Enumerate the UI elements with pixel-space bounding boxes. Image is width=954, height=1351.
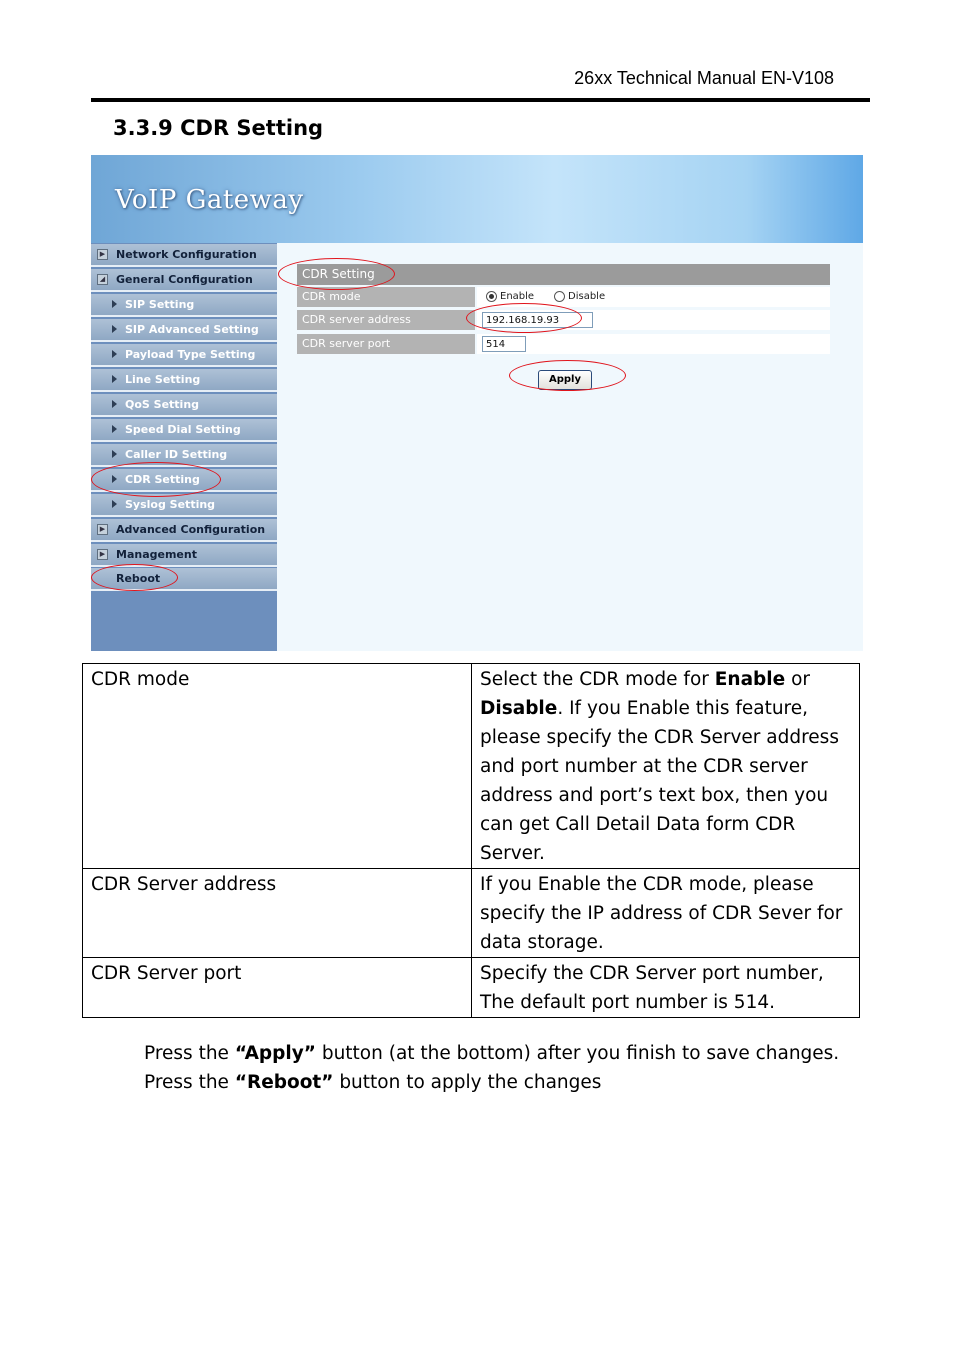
highlight-apply [509,360,626,391]
nav-advanced-configuration[interactable] [91,519,277,542]
highlight-address [466,303,582,333]
field-description-cell: Specify the CDR Server port number, The default port number is 514. [472,958,860,1018]
running-header: 26xx Technical Manual EN-V108 [574,68,834,88]
nav-label: Speed Dial Setting [125,423,241,436]
nav-label: Payload Type Setting [125,348,256,361]
desc-bold: Enable [714,669,786,690]
note-bold: “Reboot” [234,1072,334,1093]
arrow-icon [112,450,117,458]
nav-qos-setting[interactable] [91,394,277,417]
nav-label: QoS Setting [125,398,200,411]
nav-syslog-setting[interactable] [91,494,277,517]
note-text: Press the [144,1043,235,1064]
field-name-cell: CDR Server address [83,869,472,958]
field-description-cell: If you Enable the CDR mode, please specify the IP address of CDR Sever for data storage. [472,869,860,958]
desc-text: Select the CDR mode for [480,669,715,690]
nav-speed-dial-setting[interactable] [91,419,277,442]
desc-text: or [785,669,811,690]
field-name-cell: CDR mode [83,664,472,869]
section-title: 3.3.9 CDR Setting [113,116,324,140]
radio-enable[interactable] [486,291,497,302]
gateway-screenshot [91,155,863,651]
nav-line-setting[interactable] [91,369,277,392]
nav-sip-setting[interactable] [91,294,277,317]
banner-title: VoIP Gateway [115,185,304,215]
arrow-icon [112,350,117,358]
cdr-server-address-label: CDR server address [297,310,475,330]
nav-label: Line Setting [125,373,201,386]
nav-label: Syslog Setting [125,498,216,511]
nav-general-configuration[interactable] [91,269,277,292]
arrow-icon [112,500,117,508]
nav-label: SIP Advanced Setting [125,323,259,336]
highlight-nav-cdr [91,462,221,497]
nav-network-configuration[interactable] [91,244,277,267]
desc-bold: Disable [480,698,558,719]
apply-button[interactable]: Apply [538,370,592,390]
nav-label: Network Configuration [116,248,257,261]
cdr-server-port-label: CDR server port [297,334,475,354]
note-reboot [144,1072,601,1093]
note-text: Press the [144,1072,235,1093]
highlight-nav-reboot [91,564,178,591]
radio-disable[interactable] [554,291,565,302]
nav-label: Reboot [116,572,161,585]
nav-management[interactable] [91,544,277,567]
table-row [83,869,860,958]
nav-label: Management [116,548,197,561]
cdr-server-port-input[interactable]: 514 [482,336,526,352]
note-text: button (at the bottom) after you finish to save changes. [315,1043,840,1064]
note-bold: “Apply” [234,1043,316,1064]
nav-payload-type-setting[interactable] [91,344,277,367]
header-rule [91,98,870,102]
arrow-icon [112,300,117,308]
cdr-mode-label: CDR mode [297,287,475,307]
nav-label: CDR Setting [125,473,200,486]
expand-box-icon: ▶ [97,549,108,560]
nav-label: General Configuration [116,273,253,286]
field-name-cell: CDR Server port [83,958,472,1018]
cdr-server-address-input[interactable]: 192.168.19.93 [482,312,593,328]
arrow-icon [112,425,117,433]
nav-label: Advanced Configuration [116,523,266,536]
radio-disable-label: Disable [568,291,606,302]
table-row [83,664,860,869]
cdr-panel-title: CDR Setting [297,264,830,285]
expand-box-icon: ▶ [97,249,108,260]
arrow-icon [112,400,117,408]
radio-enable-label: Enable [500,291,535,302]
expanded-box-icon: ◢ [97,274,108,285]
nav-sip-advanced-setting[interactable] [91,319,277,342]
table-row [83,958,860,1018]
expand-box-icon: ▶ [97,524,108,535]
note-apply [144,1043,839,1064]
nav-label: SIP Setting [125,298,195,311]
field-description-cell [472,664,860,869]
description-table [82,663,860,1018]
arrow-icon [112,375,117,383]
nav-label: Caller ID Setting [125,448,228,461]
desc-text: . If you Enable this feature, please specify the CDR Server address and port number at the CDR server address and port’s text box, then you can get Call Detail Data form CDR Server. [480,698,839,864]
cdr-server-port-cell [477,334,830,354]
highlight-panel-title [278,258,395,290]
arrow-icon [112,325,117,333]
note-text: button to apply the changes [333,1072,602,1093]
